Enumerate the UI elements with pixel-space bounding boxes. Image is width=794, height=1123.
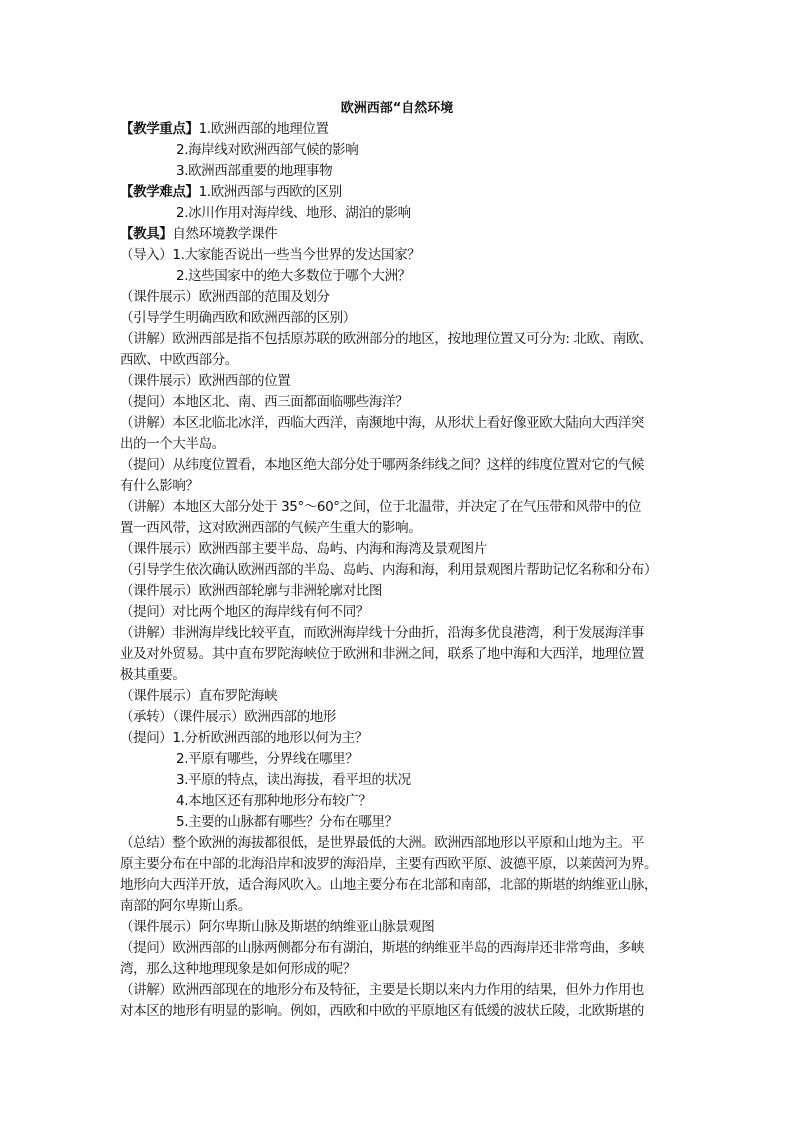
text-line <box>120 707 680 727</box>
text-line <box>176 770 736 790</box>
text-line <box>176 161 736 181</box>
line-text: （课件展示）欧洲西部的位置 <box>120 373 291 389</box>
text-line <box>120 497 680 517</box>
section-label: 【教学重点】 <box>120 121 199 137</box>
line-text: （总结）整个欧洲的海拔都很低，是世界最低的大洲。欧洲西部地形以平原和山地为主。平 <box>120 835 644 851</box>
text-line <box>176 203 736 223</box>
line-text: （提问）欧洲西部的山脉两侧都分布有湖泊，斯堪的纳维亚半岛的西海岸还非常弯曲，多峡 <box>120 940 644 956</box>
line-text: （讲解）欧洲西部现在的地形分布及特征，主要是长期以来内力作用的结果，但外力作用也 <box>120 982 644 998</box>
text-line <box>120 455 680 475</box>
line-text: 2.这些国家中的绝大多数位于哪个大洲？ <box>176 268 411 284</box>
line-text: （讲解）非洲海岸线比较平直，而欧洲海岸线十分曲折，沿海多优良港湾，利于发展海洋事 <box>120 625 644 641</box>
text-line <box>176 140 736 160</box>
section-label: 【教具】 <box>120 226 173 242</box>
line-text: （提问）对比两个地区的海岸线有何不同？ <box>120 604 369 620</box>
line-text: 5.主要的山脉都有哪些？分布在哪里？ <box>176 814 398 830</box>
line-text: 3.平原的特点，读出海拔，看平坦的状况 <box>176 772 411 788</box>
text-line <box>120 329 680 349</box>
text-line <box>120 917 680 937</box>
text-line <box>120 245 680 265</box>
line-text: 地形向大西洋开放，适合海风吹入。山地主要分布在北部和南部，北部的斯堪的纳维亚山脉， <box>120 877 658 893</box>
line-text: 原主要分布在中部的北海沿岸和波罗的海沿岸，主要有西欧平原、波德平原，以莱茵河为界。 <box>120 856 658 872</box>
section-label: 【教学难点】 <box>120 184 199 200</box>
text-line <box>120 854 680 874</box>
line-text: 湾，那么这种地理现象是如何形成的呢？ <box>120 961 356 977</box>
document-title: 欧洲西部“自然环境 <box>340 101 454 116</box>
line-text: （提问）1.分析欧洲西部的地形以何为主？ <box>120 730 368 746</box>
text-line <box>120 1001 680 1021</box>
line-text: 2.海岸线对欧洲西部气候的影响 <box>176 142 359 158</box>
text-line <box>120 560 680 580</box>
text-line <box>120 980 680 1000</box>
line-text: 4.本地区还有那种地形分布较广？ <box>176 793 372 809</box>
text-line <box>120 896 680 916</box>
text-line <box>120 371 680 391</box>
text-line <box>120 833 680 853</box>
text-line <box>120 938 680 958</box>
text-line <box>120 182 680 202</box>
text-line <box>120 602 680 622</box>
line-text: （导入）1.大家能否说出一些当今世界的发达国家？ <box>120 247 421 263</box>
text-line <box>120 875 680 895</box>
line-text: （课件展示）欧洲西部的范围及划分 <box>120 289 330 305</box>
line-text: 2.冰川作用对海岸线、地形、湖泊的影响 <box>176 205 411 221</box>
line-text: 2.平原有哪些，分界线在哪里？ <box>176 751 359 767</box>
line-text: 业及对外贸易。其中直布罗陀海峡位于欧洲和非洲之间，联系了地中海和大西洋，地理位置 <box>120 646 644 662</box>
text-line <box>120 959 680 979</box>
text-line <box>176 812 736 832</box>
line-text: 极其重要。 <box>120 667 186 683</box>
line-text: （课件展示）欧洲西部主要半岛、岛屿、内海和海湾及景观图片 <box>120 541 487 557</box>
text-line <box>120 686 680 706</box>
line-text: （提问）从纬度位置看，本地区绝大部分处于哪两条纬线之间？这样的纬度位置对它的气候 <box>120 457 644 473</box>
line-text: 置一西风带，这对欧洲西部的气候产生重大的影响。 <box>120 520 422 536</box>
text-line <box>176 791 736 811</box>
text-line <box>176 266 736 286</box>
text-line <box>120 350 680 370</box>
line-text: 出的一个大半岛。 <box>120 436 225 452</box>
text-line <box>120 287 680 307</box>
text-line <box>120 623 680 643</box>
line-text: （课件展示）直布罗陀海峡 <box>120 688 278 704</box>
text-line <box>120 119 680 139</box>
text-line <box>120 476 680 496</box>
line-text: 1.欧洲西部的地理位置 <box>198 121 329 137</box>
text-line <box>120 581 680 601</box>
text-line <box>120 392 680 412</box>
line-text: 对本区的地形有明显的影响。例如，西欧和中欧的平原地区有低缓的波状丘陵，北欧斯堪的 <box>120 1003 644 1019</box>
text-line <box>120 728 680 748</box>
line-text: （承转）（课件展示）欧洲西部的地形 <box>120 709 336 725</box>
text-line <box>120 644 680 664</box>
line-text: （引导学生明确西欧和欧洲西部的区别） <box>120 310 356 326</box>
line-text: 南部的阿尔卑斯山系。 <box>120 898 251 914</box>
text-line <box>120 224 680 244</box>
line-text: （课件展示）阿尔卑斯山脉及斯堪的纳维亚山脉景观图 <box>120 919 435 935</box>
text-line <box>176 749 736 769</box>
text-line <box>120 665 680 685</box>
line-text: （提问）本地区北、南、西三面都面临哪些海洋？ <box>120 394 409 410</box>
text-line <box>120 308 680 328</box>
line-text: （讲解）本地区大部分处于 35°～60°之间，位于北温带，并决定了在气压带和风带中的位 <box>120 499 641 515</box>
line-text: 西欧、中欧西部分。 <box>120 352 238 368</box>
line-text: 1.欧洲西部与西欧的区别 <box>198 184 342 200</box>
line-text: 3.欧洲西部重要的地理事物 <box>176 163 333 179</box>
line-text: （课件展示）欧洲西部轮廓与非洲轮廓对比图 <box>120 583 382 599</box>
text-line <box>120 539 680 559</box>
line-text: （讲解）本区北临北冰洋，西临大西洋，南濒地中海，从形状上看好像亚欧大陆向大西洋突 <box>120 415 644 431</box>
text-line <box>120 518 680 538</box>
line-text: （引导学生依次确认欧洲西部的半岛、岛屿、内海和海，利用景观图片帮助记忆名称和分布） <box>120 562 658 578</box>
line-text: 有什么影响？ <box>120 478 199 494</box>
line-text: 自然环境教学课件 <box>172 226 278 242</box>
line-text: （讲解）欧洲西部是指不包括原苏联的欧洲部分的地区，按地理位置又可分为: 北欧、南欧、 <box>120 331 653 347</box>
text-line <box>120 434 680 454</box>
text-line <box>120 413 680 433</box>
